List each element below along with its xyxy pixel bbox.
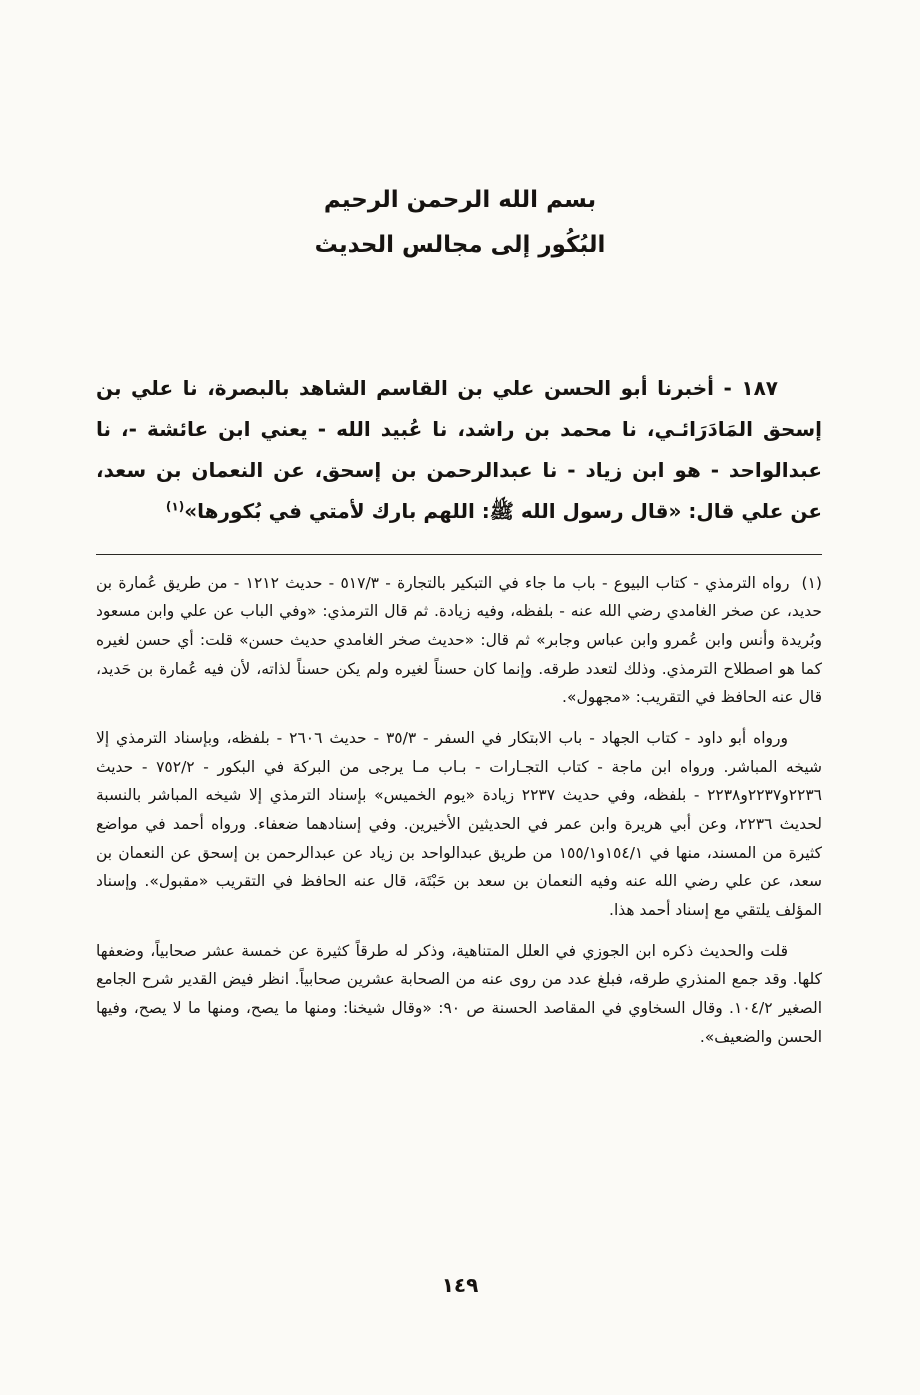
main-content — [0, 368, 920, 532]
footnote-paragraph — [96, 569, 822, 712]
footnote-paragraph: ورواه أبو داود - كتاب الجهاد - باب الابتكار في السفر - ٣٥/٣ - حديث ٢٦٠٦ - بلفظه، وبإسناد الترمذي إلا شيخه المباشر. ورواه ابن ماجة - كتاب التجـارات - بـاب مـا يرجى من البركة في البكور - ٧٥٢/٢ - حديث ٢٢٣٦و٢٢٣٧و٢٢٣٨ - بلفظه، وفي حديث ٢٢٣٧ زيادة «يوم الخميس» بإسناد الترمذي إلا شيخه المباشر بالنسبة لحديث ٢٢٣٦، وعن أبي هريرة وابن عمر في الحديثين الأخيرين. وفي إسنادهما ضعفاء. ورواه أحمد في مواضع كثيرة من المسند، منها في ١٥٤/١و١٥٥/١ من طريق عبدالواحد بن زياد عن عبدالرحمن بن إسحق عن النعمان بن سعد، عن علي رضي الله عنه وفيه النعمان بن سعد بن حَبْتَة، قال عنه الحافظ في التقريب «مقبول». وإسناد المؤلف يلتقي مع إسناد أحمد هذا. — [96, 729, 823, 920]
page-heading — [0, 0, 920, 268]
chapter-title: البُكُور إلى مجالس الحديث — [314, 231, 606, 258]
footnote-marker: (١) — [801, 573, 822, 592]
hadith-paragraph — [96, 368, 822, 532]
footnote-text: رواه الترمذي - كتاب البيوع - باب ما جاء في التبكير بالتجارة - ٥١٧/٣ - حديث ١٢١٢ - من طريق عُمارة بن حديد، عن صخر الغامدي رضي الله عنه - بلفظه، وفيه زيادة. ثم قال الترمذي: «وفي الباب عن علي وابن مسعود وبُريدة وأنس وابن عُمرو وابن عباس وجابر» ثم قال: «حديث صخر الغامدي حديث حسن» قلت: أي حسن لغيره كما هو اصطلاح الترمذي. وذلك لتعدد طرقه. وإنما كان حسناً لغيره ولم يكن حسناً لذاته، لأن فيه عُمارة بن حَديد، قال عنه الحافظ في التقريب: «مجهول». — [96, 573, 822, 707]
footnote-separator — [96, 554, 822, 555]
footnote-paragraph: قلت والحديث ذكره ابن الجوزي في العلل المتناهية، وذكر له طرقاً كثيرة عن خمسة عشر صحابياً، وضعفها كلها. وقد جمع المنذري طرقه، فبلغ عدد من روى عنه من الصحابة عشرين صحابياً. انظر فيض القدير شرح الجامع الصغير ١٠٤/٢. وقال السخاوي في المقاصد الحسنة ص ٩٠: «وقال شيخنا: ومنها ما يصح، ومنها ما لا يصح، وفيها الحسن والضعيف». — [96, 941, 823, 1046]
page-number: ١٤٩ — [441, 1273, 479, 1297]
footnote-reference: (١) — [165, 499, 185, 514]
footnotes-section — [96, 569, 822, 1052]
basmala: بسم الله الرحمن الرحيم — [323, 187, 597, 213]
hadith-text: ١٨٧ - أخبرنا أبو الحسن علي بن القاسم الشاهد بالبصرة، نا علي بن إسحق المَادَرَائـي، نا محمد بن راشد، نا عُبيد الله - يعني ابن عائشة -، نا عبدالواحد - هو ابن زياد - نا عبدالرحمن بن إسحق، عن النعمان بن سعد، عن علي قال: «قال رسول الله ﷺ: اللهم بارك لأمتي في بُكورها» — [96, 375, 822, 523]
